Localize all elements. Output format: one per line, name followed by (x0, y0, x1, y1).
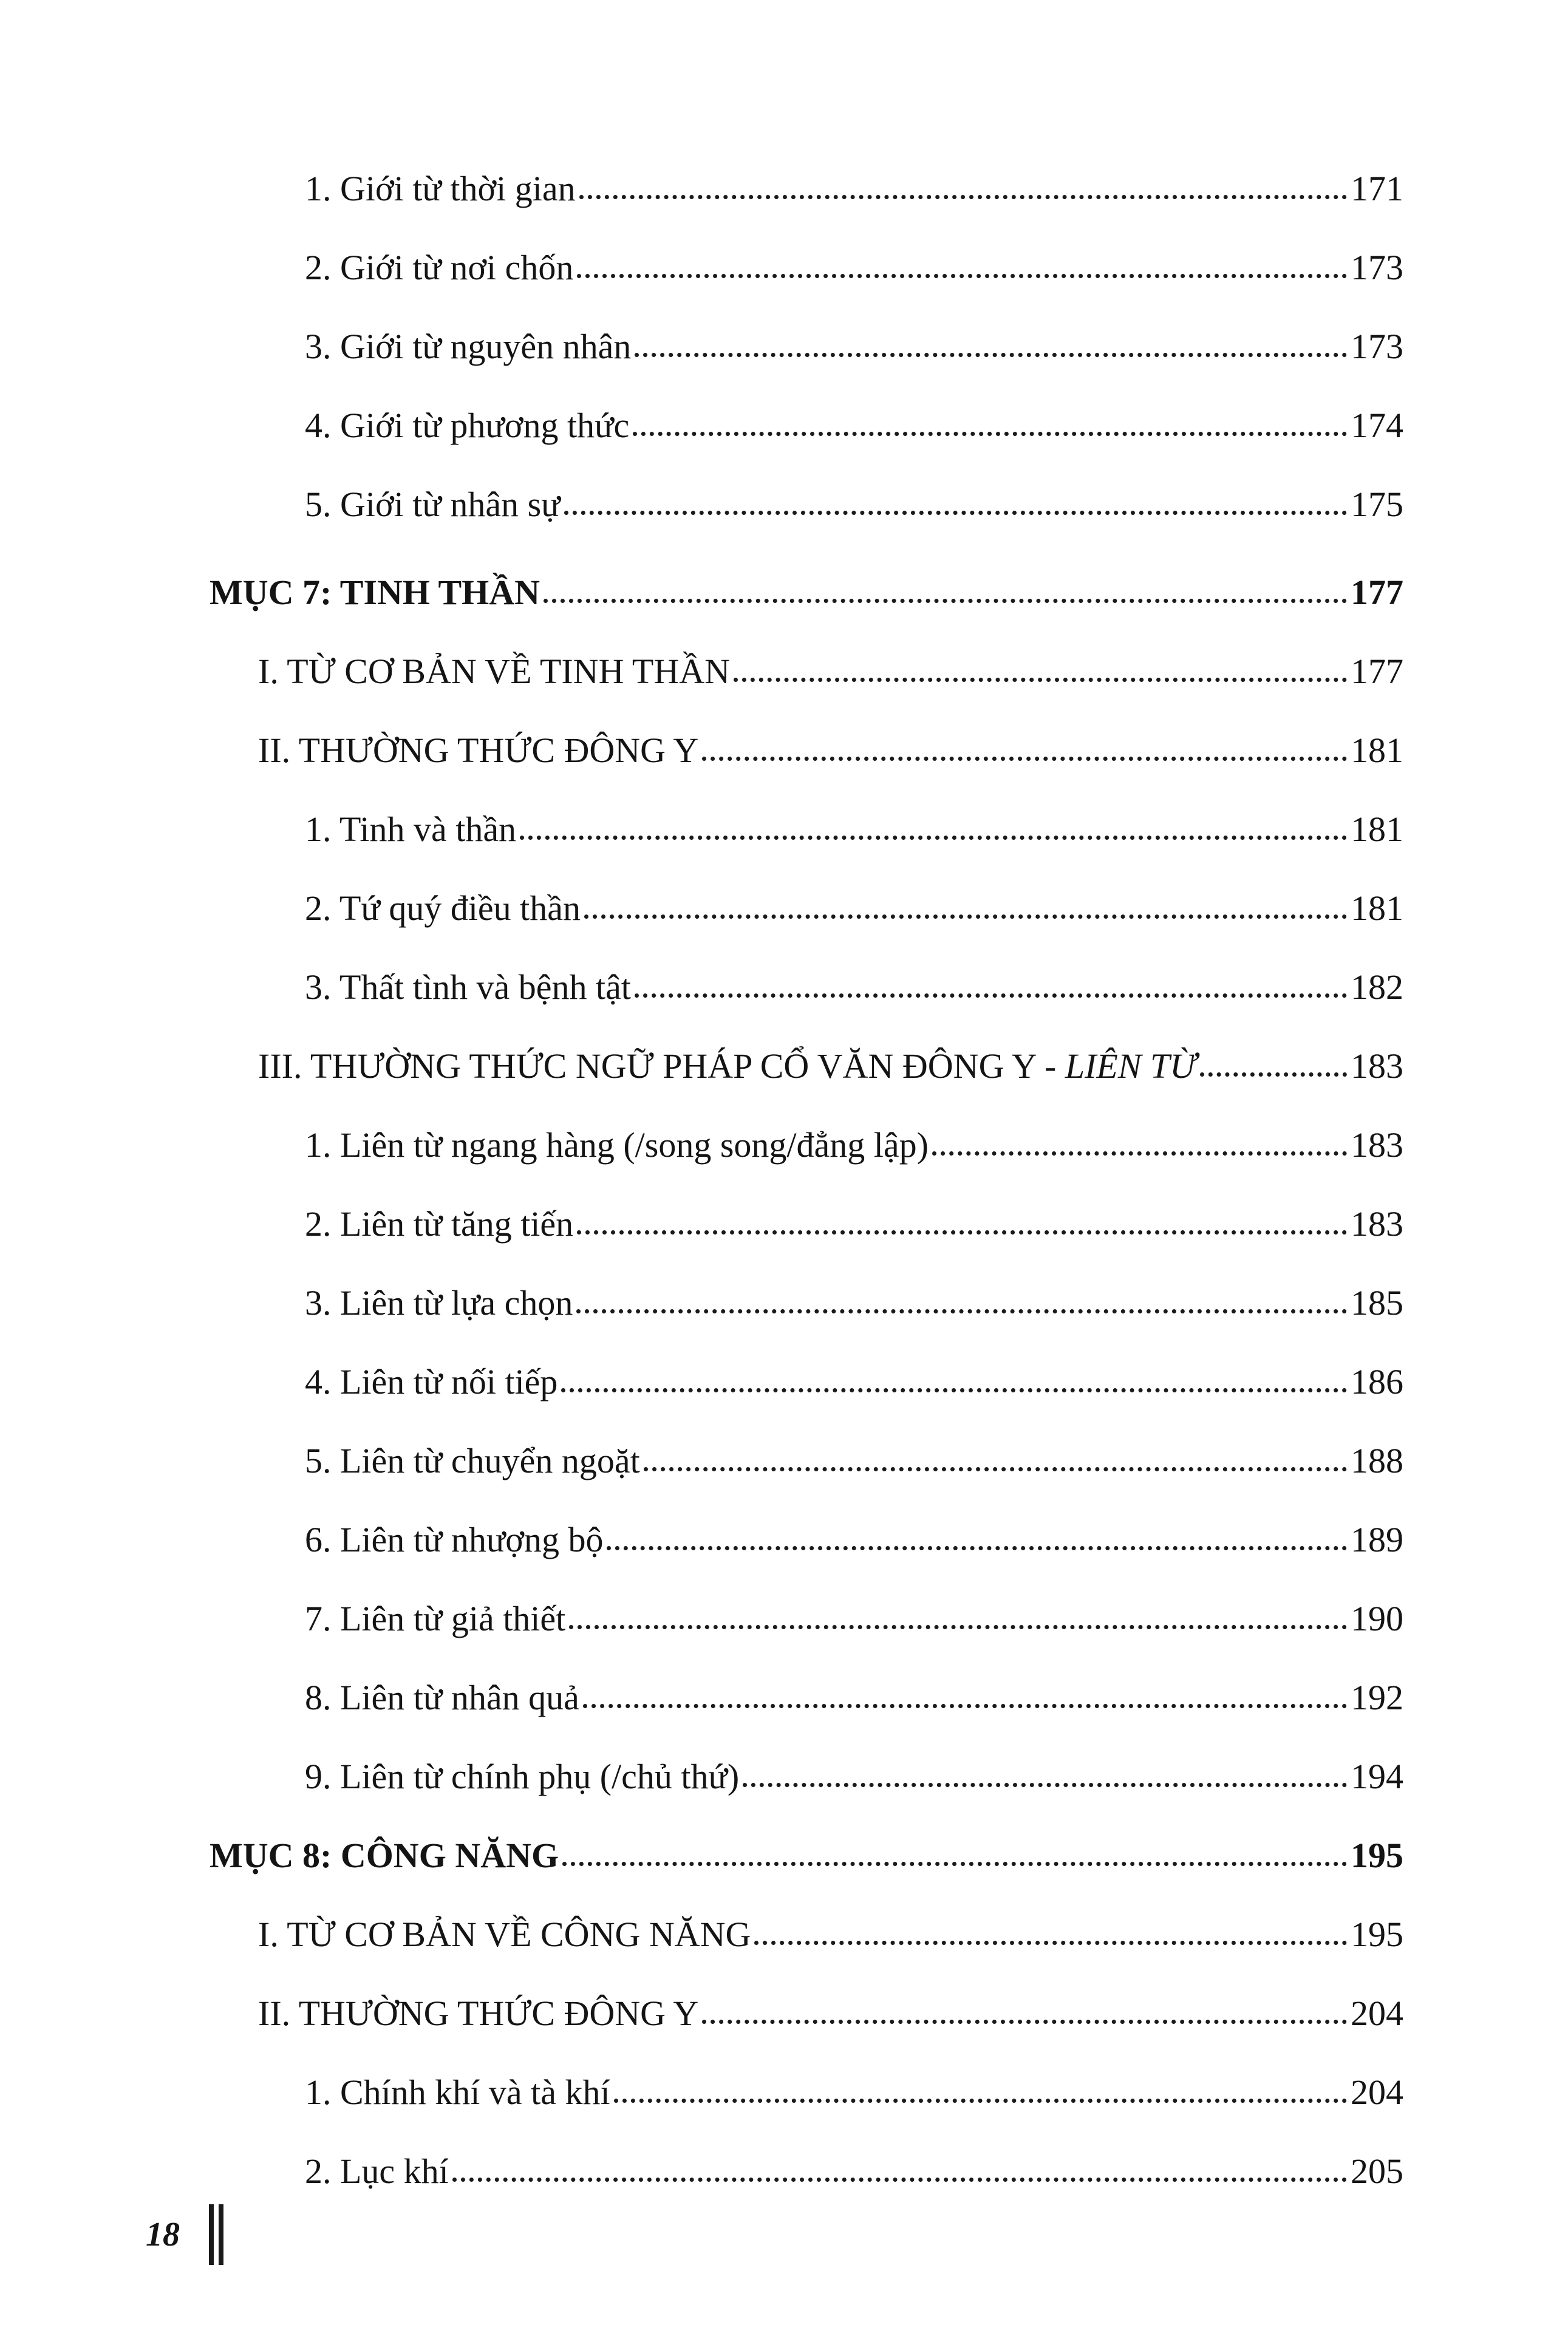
toc-section-entry (258, 1970, 1403, 2031)
toc-entry (305, 1260, 1403, 1321)
dot-leader (635, 993, 1347, 998)
toc-chapter-entry (210, 550, 1403, 610)
toc-entry-title: MỤC 8: CÔNG NĂNG (210, 1836, 559, 1875)
dot-leader (754, 1941, 1347, 1945)
page-number: 18 (146, 2216, 180, 2253)
toc-entry (305, 146, 1403, 206)
dot-leader (644, 1467, 1347, 1471)
toc-entry-page: 188 (1351, 1441, 1403, 1480)
toc-entry-page: 173 (1351, 327, 1403, 366)
dot-leader (544, 599, 1347, 603)
toc-section-entry (258, 707, 1403, 768)
dot-leader (562, 1862, 1347, 1866)
toc-entry-page: 183 (1351, 1125, 1403, 1165)
toc-entry-title: 1. Chính khí và tà khí (305, 2072, 610, 2112)
toc-entry-page: 185 (1351, 1283, 1403, 1323)
toc-entry (305, 786, 1403, 847)
toc-entry-title: 4. Liên từ nối tiếp (305, 1362, 558, 1402)
toc-entry (305, 304, 1403, 364)
toc-entry-title-italic: LIÊN TỪ (1065, 1046, 1197, 1086)
toc-entry-title: I. TỪ CƠ BẢN VỀ TINH THẦN (258, 652, 730, 691)
toc-chapter-entry (210, 1813, 1403, 1873)
toc-entry-page: 204 (1351, 2072, 1403, 2112)
toc-entry (305, 1181, 1403, 1242)
toc-entry-page: 183 (1351, 1046, 1403, 1086)
toc-entry-title: II. THƯỜNG THỨC ĐÔNG Y (258, 1994, 699, 2033)
toc-entry (305, 383, 1403, 443)
toc-entry (305, 1576, 1403, 1637)
toc-entry (305, 461, 1403, 522)
toc-entry-title: 1. Giới từ thời gian (305, 169, 576, 208)
toc-entry-page: 173 (1351, 248, 1403, 287)
toc-entry-title: 2. Giới từ nơi chốn (305, 248, 574, 287)
dot-leader (584, 914, 1347, 919)
toc-entry-page: 189 (1351, 1520, 1403, 1559)
dot-leader (561, 1388, 1347, 1392)
toc-entry (305, 1497, 1403, 1558)
dot-leader (577, 1230, 1347, 1235)
toc-entry (305, 865, 1403, 926)
toc-entry-page: 195 (1351, 1836, 1403, 1875)
toc-entry-page: 175 (1351, 485, 1403, 524)
dot-leader (743, 1783, 1347, 1787)
dot-leader (569, 1625, 1347, 1629)
toc-entry-page: 195 (1351, 1915, 1403, 1954)
toc-entry-title: 7. Liên từ giả thiết (305, 1599, 566, 1638)
toc-entry-title: 8. Liên từ nhân quả (305, 1678, 579, 1717)
toc-entry-page: 182 (1351, 967, 1403, 1007)
toc-entry-title: MỤC 7: TINH THẦN (210, 573, 540, 612)
dot-leader (633, 432, 1347, 436)
toc-entry (305, 2049, 1403, 2110)
dot-leader (520, 836, 1347, 840)
dot-leader (607, 1546, 1347, 1550)
toc-entry-title: 5. Giới từ nhân sự (305, 485, 561, 524)
toc-entry-title: 2. Tứ quý điều thần (305, 888, 581, 928)
page-footer (146, 2204, 228, 2265)
dot-leader (702, 757, 1347, 761)
toc-entry-title (258, 1046, 1197, 1086)
toc-entry-title: 1. Tinh và thần (305, 809, 517, 849)
dot-leader (583, 1704, 1347, 1708)
toc-entry-page: 181 (1351, 809, 1403, 849)
toc-entry (305, 1102, 1403, 1163)
toc-entry (305, 1734, 1403, 1794)
toc-section-entry (258, 628, 1403, 689)
toc-entry-page: 174 (1351, 406, 1403, 445)
toc-entry-page: 181 (1351, 731, 1403, 770)
toc-entry-title: 3. Liên từ lựa chọn (305, 1283, 573, 1323)
toc-section-entry (258, 1892, 1403, 1952)
toc-entry-title: I. TỪ CƠ BẢN VỀ CÔNG NĂNG (258, 1915, 751, 1954)
toc-entry-title: 4. Giới từ phương thức (305, 406, 630, 445)
toc-entry-page: 181 (1351, 888, 1403, 928)
toc-entry-page: 204 (1351, 1994, 1403, 2033)
toc-entry-title: 2. Lục khí (305, 2151, 449, 2191)
toc-entry-title: II. THƯỜNG THỨC ĐÔNG Y (258, 731, 699, 770)
toc-entry-title: 3. Thất tình và bệnh tật (305, 967, 631, 1007)
toc-entry-title-main: III. THƯỜNG THỨC NGỮ PHÁP CỔ VĂN ĐÔNG Y - (258, 1046, 1065, 1086)
footer-rule (219, 2204, 223, 2265)
toc-entry-title: 2. Liên từ tăng tiến (305, 1204, 574, 1244)
toc-section-entry (258, 1023, 1403, 1084)
dot-leader (614, 2099, 1347, 2103)
toc-entry (305, 225, 1403, 285)
dot-leader (702, 2020, 1347, 2024)
dot-leader (734, 678, 1347, 682)
dot-leader (579, 195, 1347, 199)
toc-entry (305, 2128, 1403, 2189)
footer-rule (209, 2204, 214, 2265)
toc-entry-title: 5. Liên từ chuyển ngoặt (305, 1441, 640, 1480)
toc-entry (305, 1655, 1403, 1715)
toc-entry-page: 205 (1351, 2151, 1403, 2191)
dot-leader (635, 353, 1347, 357)
toc-entry-page: 171 (1351, 169, 1403, 208)
toc-entry (305, 944, 1403, 1005)
dot-leader (452, 2178, 1347, 2182)
toc-entry-page: 190 (1351, 1599, 1403, 1638)
toc-entry-page: 194 (1351, 1757, 1403, 1796)
toc-entry (305, 1418, 1403, 1479)
toc-entry-title: 3. Giới từ nguyên nhân (305, 327, 632, 366)
toc-entry-title: 1. Liên từ ngang hàng (/song song/đẳng lập) (305, 1125, 929, 1165)
toc-entry-page: 177 (1351, 652, 1403, 691)
toc-entry-title: 6. Liên từ nhượng bộ (305, 1520, 604, 1559)
dot-leader (577, 274, 1347, 278)
toc-entry-title: 9. Liên từ chính phụ (/chủ thứ) (305, 1757, 740, 1796)
toc-entry-page: 186 (1351, 1362, 1403, 1402)
dot-leader (1200, 1072, 1347, 1077)
dot-leader (564, 511, 1347, 515)
toc-entry (305, 1339, 1403, 1400)
dot-leader (576, 1309, 1347, 1313)
toc-entry-page: 177 (1351, 573, 1403, 612)
toc-entry-page: 183 (1351, 1204, 1403, 1244)
dot-leader (932, 1151, 1347, 1156)
toc-entry-page: 192 (1351, 1678, 1403, 1717)
